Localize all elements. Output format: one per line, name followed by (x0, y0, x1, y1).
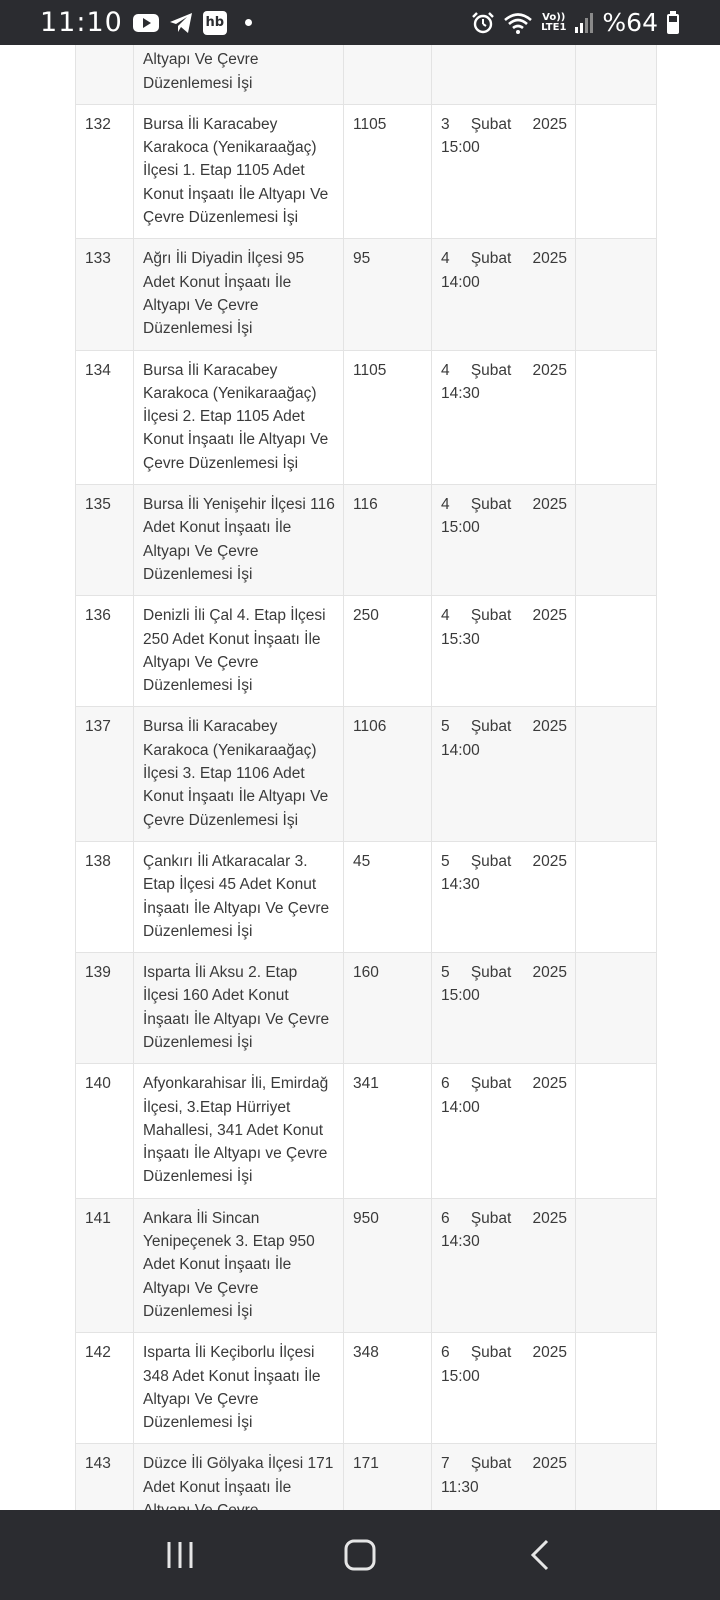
tender-time: 14:00 (441, 741, 480, 759)
tender-date-day: 6 (441, 1209, 450, 1227)
table-row (76, 953, 657, 1064)
tender-date-year: 2025 (532, 496, 567, 514)
table-row (76, 239, 657, 350)
hb-app-icon: hb (203, 11, 227, 35)
row-number-cell: 132 (76, 104, 134, 238)
table-row (76, 1333, 657, 1444)
tender-date-month: Şubat (470, 250, 512, 268)
tender-date-cell (432, 841, 576, 952)
tender-date-month: Şubat (470, 852, 512, 870)
empty-cell (576, 953, 657, 1064)
table-row (76, 841, 657, 952)
tender-time: 14:30 (441, 1233, 480, 1251)
housing-count-cell: 1105 (344, 104, 432, 238)
project-description-cell: Ağrı İli Diyadin İlçesi 95 Adet Konut İnşaatı İle Altyapı Ve Çevre Düzenlemesi İşi (134, 239, 344, 350)
project-description-cell: Düzce İli Gölyaka İlçesi 171 Adet Konut İnşaatı İle (134, 1444, 344, 1555)
housing-count-cell: 1106 (344, 707, 432, 841)
empty-cell (576, 485, 657, 596)
table-row (76, 707, 657, 841)
tender-date-month: Şubat (470, 496, 512, 514)
tender-date-cell (432, 1198, 576, 1332)
back-button[interactable] (510, 1525, 570, 1585)
tender-date-month: Şubat (470, 1075, 512, 1093)
status-bar (0, 0, 720, 45)
tender-time: 15:30 (441, 630, 480, 648)
tender-date-year: 2025 (532, 361, 567, 379)
table-body (76, 17, 657, 1556)
empty-cell (576, 239, 657, 350)
project-description-cell: Çankırı İli Atkaracalar 3. Etap İlçesi 45 Adet Konut İnşaatı İle Altyapı Ve Çevre Düzenlemesi İşi (134, 841, 344, 952)
tender-date-year: 2025 (532, 1075, 567, 1093)
housing-count-cell: 950 (344, 1198, 432, 1332)
tender-date-cell (432, 485, 576, 596)
table-row (76, 485, 657, 596)
tender-date-cell (432, 1064, 576, 1198)
tender-date-cell (432, 350, 576, 484)
housing-count-cell: 45 (344, 841, 432, 952)
home-icon (344, 1539, 376, 1571)
row-number-cell: 143 (76, 1444, 134, 1555)
row-number-cell: 138 (76, 841, 134, 952)
telegram-icon (169, 12, 193, 34)
project-description-cell: Isparta İli Keçiborlu İlçesi 348 Adet Konut İnşaatı İle Altyapı Ve Çevre Düzenlemesi İşi (134, 1333, 344, 1444)
tender-date-day: 5 (441, 718, 450, 736)
project-description-cell: Bursa İli Karacabey Karakoca (Yenikaraağaç) İlçesi 3. Etap 1106 Adet Konut İnşaatı İle Altyapı Ve Çevre Düzenlemesi İşi (134, 707, 344, 841)
empty-cell (576, 841, 657, 952)
home-button[interactable] (330, 1525, 390, 1585)
tender-date-month: Şubat (470, 115, 512, 133)
tender-date-cell (432, 596, 576, 707)
project-description-cell: Isparta İli Aksu 2. Etap İlçesi 160 Adet Konut İnşaatı İle Altyapı Ve Çevre Düzenlemesi İşi (134, 953, 344, 1064)
row-number-cell: 133 (76, 239, 134, 350)
tender-date-cell (432, 104, 576, 238)
tender-date-day: 4 (441, 361, 450, 379)
housing-count-cell: 160 (344, 953, 432, 1064)
lte-line2: LTE1 (541, 21, 567, 33)
tender-time: 11:30 (441, 1478, 479, 1496)
tender-date-year: 2025 (532, 607, 567, 625)
page-content[interactable] (0, 45, 720, 1510)
tender-date-year: 2025 (532, 115, 567, 133)
table-row (76, 1198, 657, 1332)
status-left (40, 7, 252, 38)
project-description-cell: Bursa İli Yenişehir İlçesi 116 Adet Konut İnşaatı İle Altyapı Ve Çevre Düzenlemesi İşi (134, 485, 344, 596)
battery-icon (666, 11, 680, 35)
housing-count-cell: 341 (344, 1064, 432, 1198)
tender-date (441, 247, 567, 270)
project-description-cell: Altyapı Ve Çevre Düzenlemesi İşi (134, 17, 344, 105)
tender-date-day: 5 (441, 852, 450, 870)
status-time: 11:10 (40, 7, 123, 38)
tender-date-cell (432, 707, 576, 841)
tender-date-month: Şubat (470, 1344, 512, 1362)
tender-date-year: 2025 (532, 250, 567, 268)
tender-date-year: 2025 (532, 964, 567, 982)
tender-time: 14:30 (441, 384, 480, 402)
housing-count-cell: 348 (344, 1333, 432, 1444)
network-type (541, 13, 566, 33)
empty-cell (576, 1333, 657, 1444)
project-description-cell: Afyonkarahisar İli, Emirdağ İlçesi, 3.Etap Hürriyet Mahallesi, 341 Adet Konut İnşaatı İle Altyapı ve Çevre Düzenlemesi İşi (134, 1064, 344, 1198)
tender-date-year: 2025 (532, 718, 567, 736)
tender-date-month: Şubat (470, 718, 512, 736)
row-number-cell: 136 (76, 596, 134, 707)
tender-date-day: 7 (441, 1455, 450, 1473)
tender-date-year: 2025 (532, 1344, 567, 1362)
tender-date-cell (432, 239, 576, 350)
empty-cell (576, 104, 657, 238)
tender-date-day: 4 (441, 250, 450, 268)
tender-time: 14:00 (441, 1098, 480, 1116)
tender-date-month: Şubat (470, 1209, 512, 1227)
tender-date-cell (432, 1333, 576, 1444)
tender-date (441, 1207, 567, 1230)
row-number-cell: 142 (76, 1333, 134, 1444)
table-row (76, 596, 657, 707)
empty-cell (576, 1064, 657, 1198)
notification-dot (245, 19, 252, 26)
tender-date-year: 2025 (532, 1209, 567, 1227)
tender-date (441, 1341, 567, 1364)
wifi-icon (503, 11, 533, 35)
row-number-cell: 134 (76, 350, 134, 484)
tender-date (441, 1452, 567, 1475)
housing-count-cell: 116 (344, 485, 432, 596)
project-description-cell: Bursa İli Karacabey Karakoca (Yenikaraağaç) İlçesi 1. Etap 1105 Adet Konut İnşaatı İle Altyapı Ve Çevre Düzenlemesi İşi (134, 104, 344, 238)
project-description-cell: Bursa İli Karacabey Karakoca (Yenikaraağaç) İlçesi 2. Etap 1105 Adet Konut İnşaatı İle Altyapı Ve Çevre Düzenlemesi İşi (134, 350, 344, 484)
table-row (76, 104, 657, 238)
tender-time: 14:00 (441, 273, 480, 291)
tender-date (441, 359, 567, 382)
lte-line1: Vo)) (542, 11, 566, 23)
tender-date (441, 493, 567, 516)
signal-icon (574, 12, 594, 34)
empty-cell (576, 1198, 657, 1332)
tender-date (441, 961, 567, 984)
empty-cell (576, 350, 657, 484)
empty-cell (576, 596, 657, 707)
housing-count-cell: 171 (344, 1444, 432, 1555)
tender-date-month: Şubat (470, 964, 512, 982)
tender-date (441, 850, 567, 873)
status-right (471, 8, 680, 37)
tender-date-day: 4 (441, 607, 450, 625)
tender-date-day: 6 (441, 1075, 450, 1093)
back-icon (528, 1538, 552, 1572)
tender-time: 15:00 (441, 987, 480, 1005)
housing-count-cell: 95 (344, 239, 432, 350)
tender-date-cell (432, 953, 576, 1064)
tender-date (441, 715, 567, 738)
housing-count-cell: 1105 (344, 350, 432, 484)
tender-date-day: 4 (441, 496, 450, 514)
tender-table (75, 16, 657, 1556)
recent-apps-icon (164, 1540, 196, 1570)
tender-date-month: Şubat (470, 361, 512, 379)
row-number-cell: 135 (76, 485, 134, 596)
empty-cell (576, 707, 657, 841)
table-row (76, 350, 657, 484)
tender-date-day: 3 (441, 115, 450, 133)
row-number-cell: 141 (76, 1198, 134, 1332)
alarm-icon (471, 11, 495, 35)
project-description-cell: Ankara İli Sincan Yenipeçenek 3. Etap 950 Adet Konut İnşaatı İle Altyapı Ve Çevre Düzenlemesi İşi (134, 1198, 344, 1332)
tender-time: 15:00 (441, 519, 480, 537)
tender-date (441, 604, 567, 627)
tender-date-year: 2025 (532, 1455, 567, 1473)
recent-apps-button[interactable] (150, 1525, 210, 1585)
tender-date (441, 113, 567, 136)
project-description-cell: Denizli İli Çal 4. Etap İlçesi 250 Adet Konut İnşaatı İle Altyapı Ve Çevre Düzenlemesi İşi (134, 596, 344, 707)
navigation-bar (0, 1510, 720, 1600)
row-number-cell: 140 (76, 1064, 134, 1198)
row-number-cell: 137 (76, 707, 134, 841)
row-number-cell: 139 (76, 953, 134, 1064)
tender-date-month: Şubat (470, 607, 512, 625)
tender-date-month: Şubat (470, 1455, 512, 1473)
table-row (76, 1064, 657, 1198)
tender-time: 14:30 (441, 876, 480, 894)
tender-date-day: 6 (441, 1344, 450, 1362)
tender-date-day: 5 (441, 964, 450, 982)
youtube-icon (133, 13, 159, 33)
housing-count-cell: 250 (344, 596, 432, 707)
battery-percent: %64 (602, 8, 658, 37)
tender-time: 15:00 (441, 139, 480, 157)
tender-date-year: 2025 (532, 852, 567, 870)
tender-time: 15:00 (441, 1367, 480, 1385)
tender-date (441, 1072, 567, 1095)
